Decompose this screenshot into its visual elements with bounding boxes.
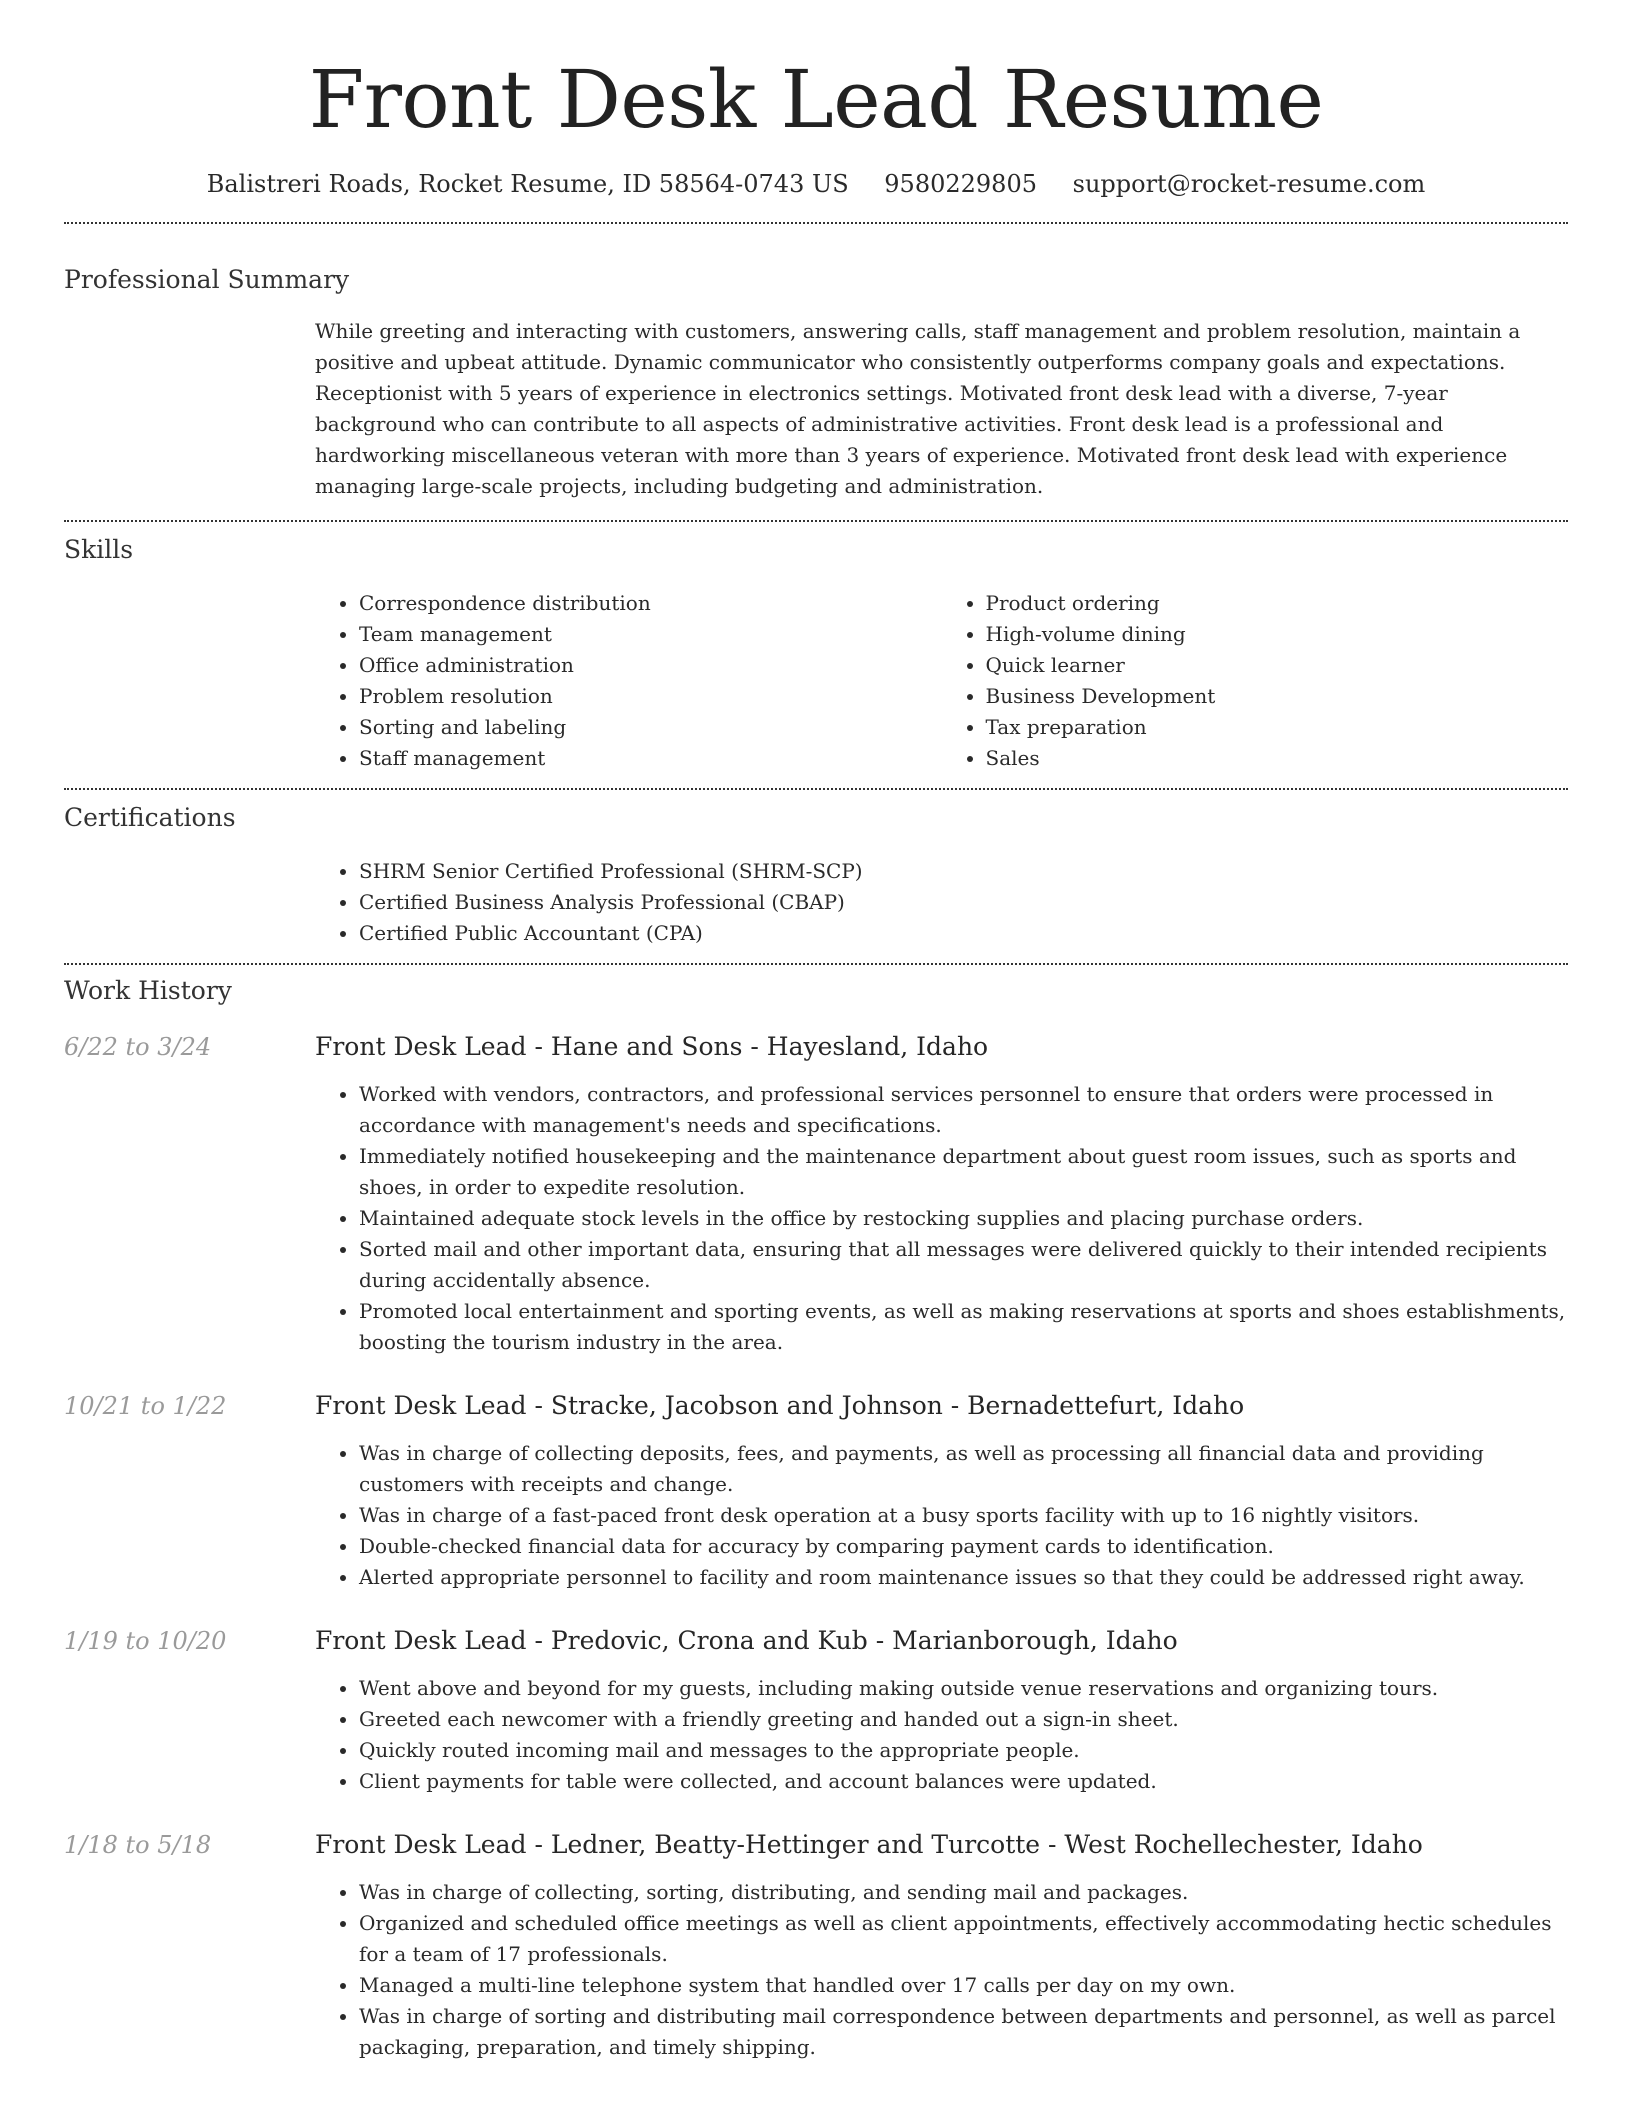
list-item: • SHRM Senior Certified Professional (SHRM-SCP) (359, 856, 1568, 887)
job-bullets (315, 1877, 1568, 2063)
list-item: • Tax preparation (986, 712, 1569, 743)
job-entry (64, 1031, 1568, 1358)
list-item: • Certified Public Accountant (CPA) (359, 918, 1568, 949)
list-item: • Staff management (359, 743, 942, 774)
list-item: • Was in charge of a fast-paced front desk operation at a busy sports facility with up to 16 nightly visitors. (359, 1500, 1568, 1531)
job-body (315, 1673, 1568, 1797)
list-item: • Problem resolution (359, 681, 942, 712)
job-title: Front Desk Lead - Hane and Sons - Hayesland, Idaho (315, 1032, 989, 1061)
summary-section (64, 264, 1568, 502)
skills-grid (315, 588, 1568, 774)
list-item: • Went above and beyond for my guests, including making outside venue reservations and organizing tours. (359, 1673, 1568, 1704)
job-dates: 1/19 to 10/20 (64, 1627, 227, 1655)
skills-section (64, 534, 1568, 774)
list-item: • Sorted mail and other important data, ensuring that all messages were delivered quickly to their intended recipients during accidentally absence. (359, 1234, 1568, 1296)
list-item: • Organized and scheduled office meetings as well as client appointments, effectively accommodating hectic schedules for a team of 17 professionals. (359, 1908, 1568, 1970)
list-item: • Greeted each newcomer with a friendly greeting and handed out a sign-in sheet. (359, 1704, 1568, 1735)
job-body (315, 1438, 1568, 1593)
divider (64, 788, 1568, 790)
list-item: • Client payments for table were collected, and account balances were updated. (359, 1766, 1568, 1797)
job-title: Front Desk Lead - Stracke, Jacobson and Johnson - Bernadettefurt, Idaho (315, 1391, 1245, 1420)
skills-list-left (315, 588, 942, 774)
job-bullets (315, 1079, 1568, 1358)
list-item: • Product ordering (986, 588, 1569, 619)
list-item: • Business Development (986, 681, 1569, 712)
list-item: • Correspondence distribution (359, 588, 942, 619)
job-title: Front Desk Lead - Predovic, Crona and Kub - Marianborough, Idaho (315, 1626, 1178, 1655)
resume-page (64, 0, 1568, 2063)
list-item: • Worked with vendors, contractors, and professional services personnel to ensure that orders were processed in accordance with management's needs and specifications. (359, 1079, 1568, 1141)
certifications-heading: Certifications (64, 803, 236, 832)
list-item: • High-volume dining (986, 619, 1569, 650)
list-item: • Certified Business Analysis Professional (CBAP) (359, 887, 1568, 918)
certifications-body (315, 856, 1568, 949)
divider (64, 963, 1568, 965)
summary-heading: Professional Summary (64, 265, 350, 294)
work-section (64, 975, 1568, 2063)
skills-heading: Skills (64, 535, 134, 564)
list-item: • Managed a multi-line telephone system that handled over 17 calls per day on my own. (359, 1970, 1568, 2001)
list-item: • Sorting and labeling (359, 712, 942, 743)
job-dates: 6/22 to 3/24 (64, 1033, 212, 1061)
list-item: • Team management (359, 619, 942, 650)
skills-list-right (942, 588, 1569, 774)
divider (64, 520, 1568, 522)
resume-title: Front Desk Lead Resume (308, 53, 1324, 146)
list-item: • Was in charge of sorting and distributing mail correspondence between departments and personnel, as well as parcel packaging, preparation, and timely shipping. (359, 2001, 1568, 2063)
list-item: • Quick learner (986, 650, 1569, 681)
divider (64, 222, 1568, 224)
list-item: • Office administration (359, 650, 942, 681)
summary-text: While greeting and interacting with customers, answering calls, staff management and problem resolution, maintain a positive and upbeat attitude. Dynamic communicator who consistently outperforms company goals and expectations. Receptionist with 5 years of experience in electronics settings. Motivated front desk lead with a diverse, 7-year background who can contribute to all aspects of administrative activities. Front desk lead is a professional and hardworking miscellaneous veteran with more than 3 years of experience. Motivated front desk lead with experience managing large-scale projects, including budgeting and administration. (315, 319, 1521, 498)
job-body (315, 1877, 1568, 2063)
job-entry (64, 1390, 1568, 1593)
job-title: Front Desk Lead - Ledner, Beatty-Hettinger and Turcotte - West Rochellechester, Idaho (315, 1830, 1423, 1859)
contact-line (64, 168, 1568, 200)
list-item: • Was in charge of collecting deposits, fees, and payments, as well as processing all financial data and providing customers with receipts and change. (359, 1438, 1568, 1500)
list-item: • Alerted appropriate personnel to facility and room maintenance issues so that they could be addressed right away. (359, 1562, 1568, 1593)
job-bullets (315, 1438, 1568, 1593)
job-body (315, 1079, 1568, 1358)
list-item: • Double-checked financial data for accuracy by comparing payment cards to identification. (359, 1531, 1568, 1562)
certifications-list (315, 856, 1568, 949)
work-heading: Work History (64, 976, 232, 1005)
list-item: • Maintained adequate stock levels in the office by restocking supplies and placing purchase orders. (359, 1203, 1568, 1234)
job-dates: 1/18 to 5/18 (64, 1831, 212, 1859)
job-bullets (315, 1673, 1568, 1797)
job-entry (64, 1625, 1568, 1797)
job-entry (64, 1829, 1568, 2063)
job-dates: 10/21 to 1/22 (64, 1392, 227, 1420)
list-item: • Was in charge of collecting, sorting, distributing, and sending mail and packages. (359, 1877, 1568, 1908)
list-item: • Quickly routed incoming mail and messages to the appropriate people. (359, 1735, 1568, 1766)
list-item: • Immediately notified housekeeping and the maintenance department about guest room issues, such as sports and shoes, in order to expedite resolution. (359, 1141, 1568, 1203)
contact-address: Balistreri Roads, Rocket Resume, ID 58564-0743 US (206, 170, 849, 198)
list-item: • Sales (986, 743, 1569, 774)
contact-email: support@rocket-resume.com (1072, 170, 1426, 198)
contact-phone: 9580229805 (884, 170, 1037, 198)
certifications-section (64, 802, 1568, 949)
list-item: • Promoted local entertainment and sporting events, as well as making reservations at sports and shoes establishments, boosting the tourism industry in the area. (359, 1296, 1568, 1358)
